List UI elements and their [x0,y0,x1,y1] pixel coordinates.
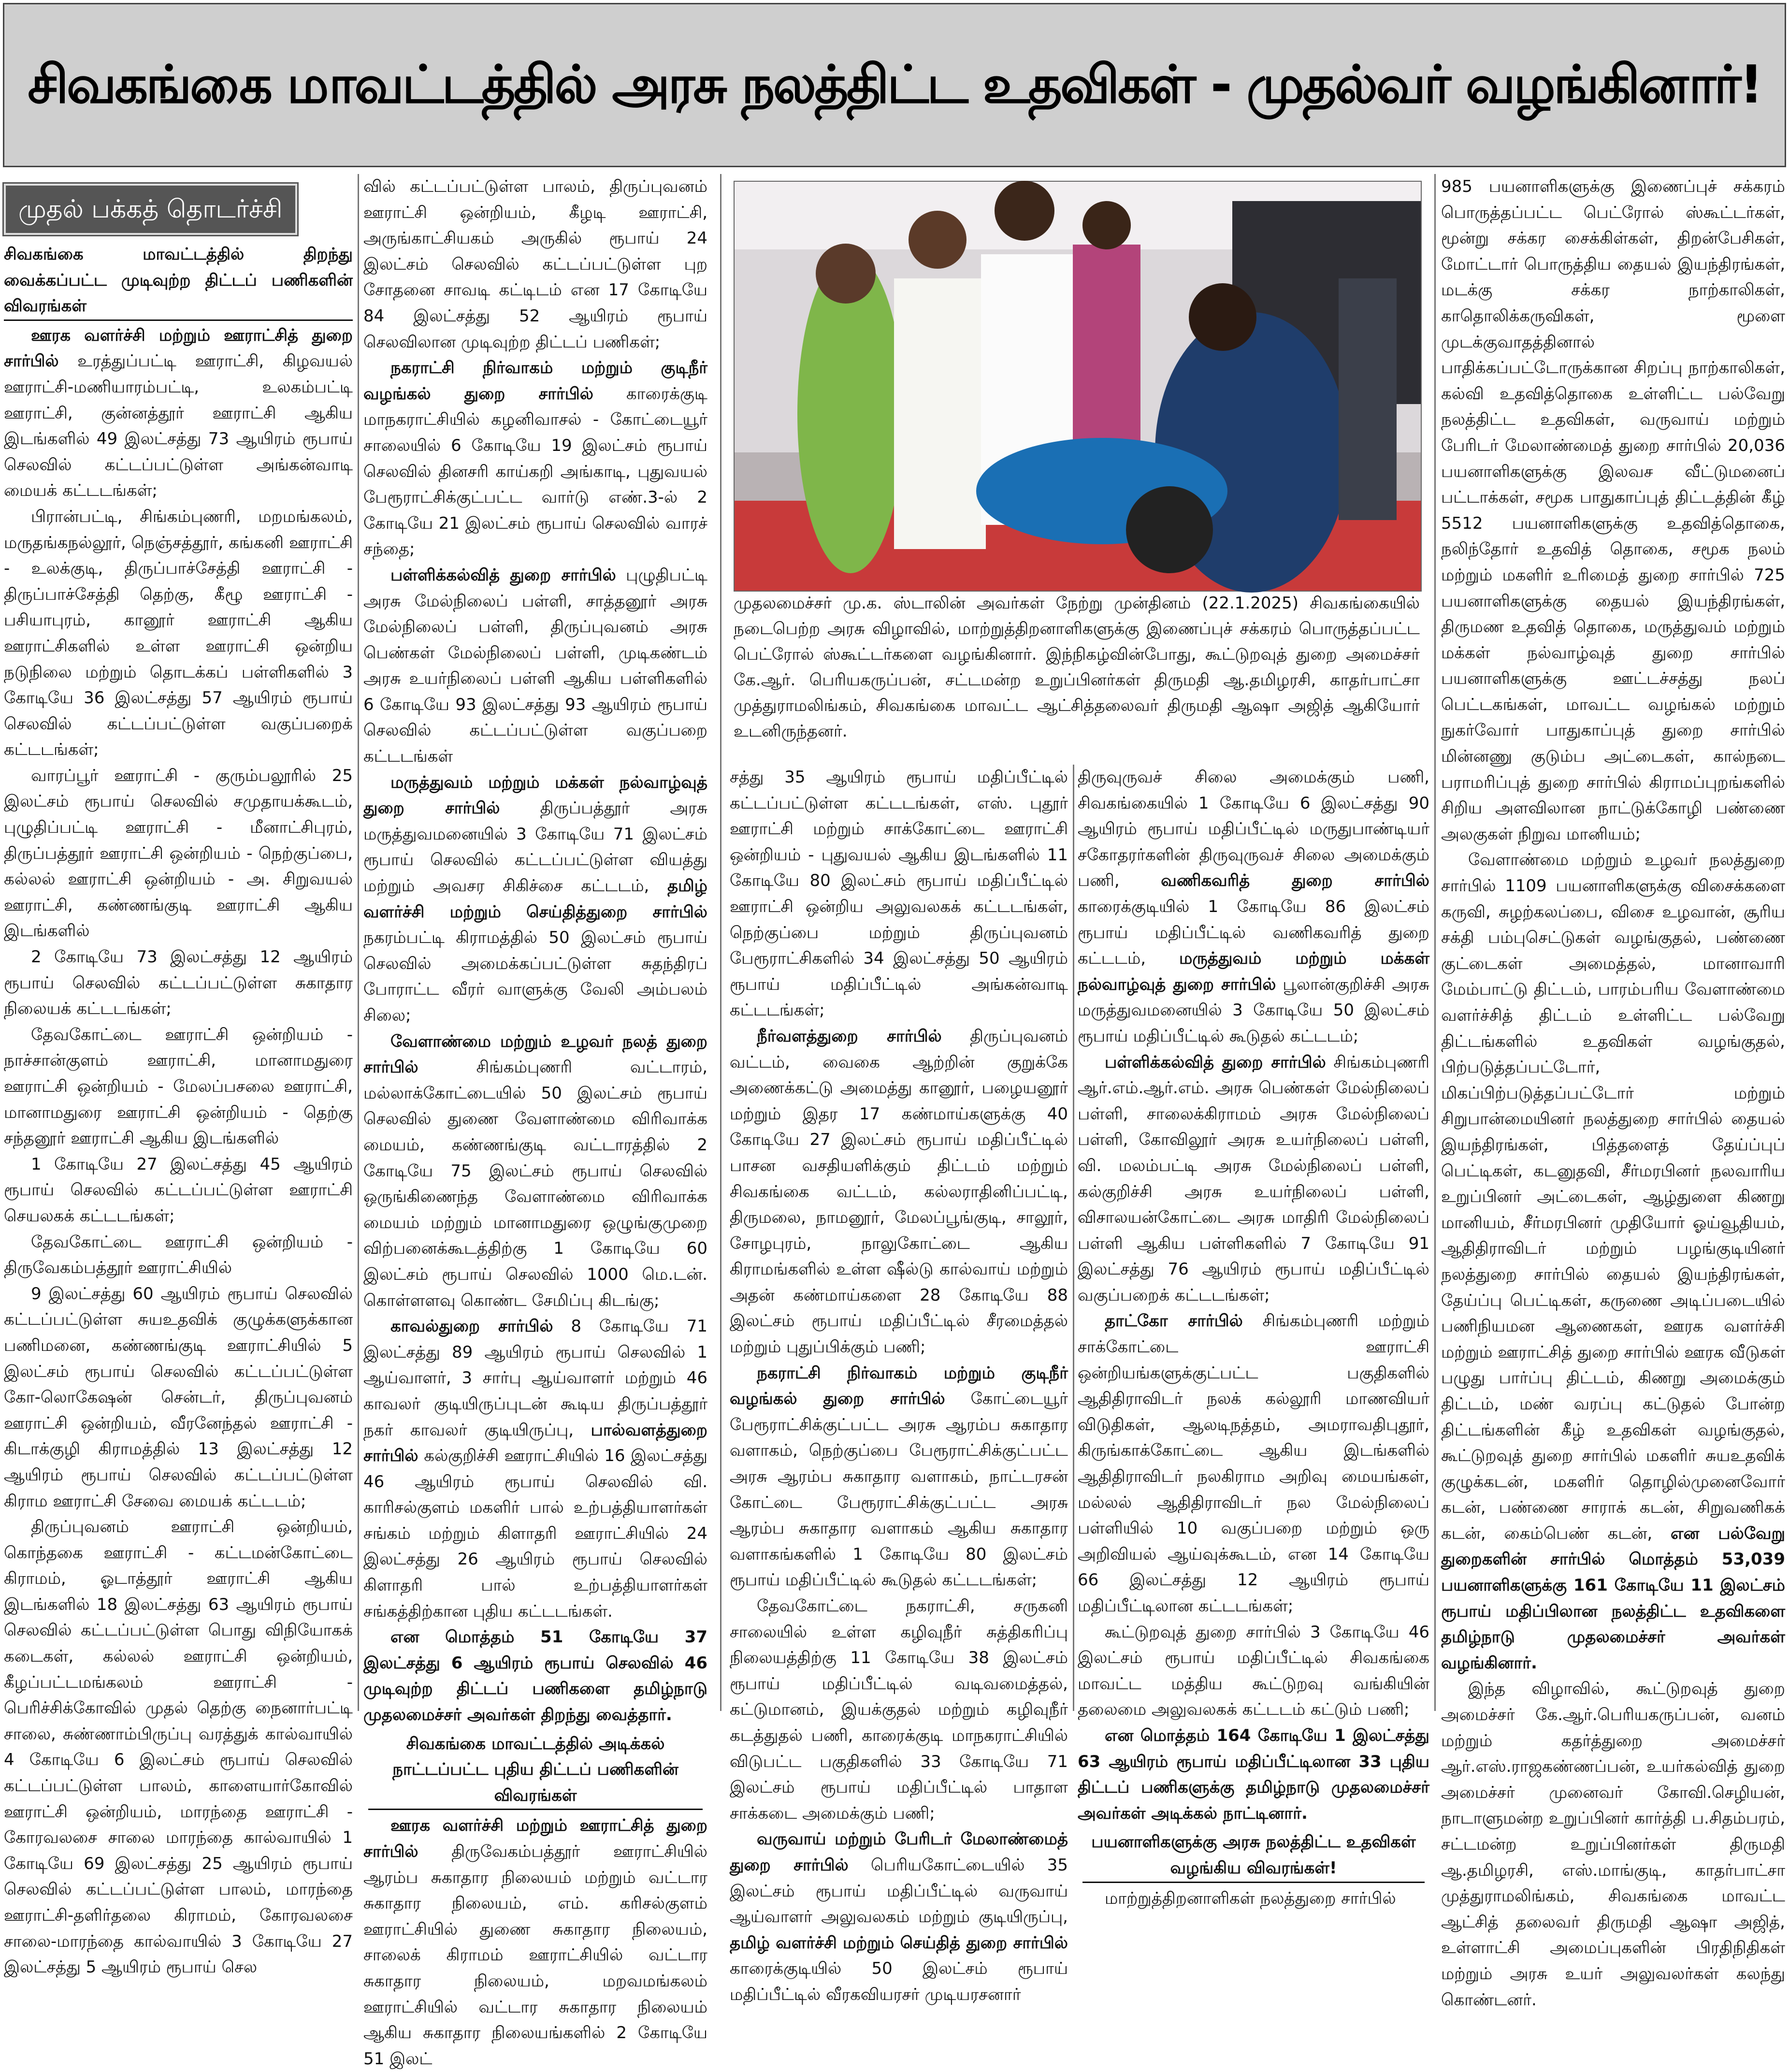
paragraph: பள்ளிக்கல்வித் துறை சார்பில் புழுதிபட்டி அரசு மேல்நிலைப் பள்ளி, சாத்தனூர் அரசு மேல்நிலைப் பள்ளி, திருப்புவனம் அரசு பெண்கள் மேல்நிலைப் பள்ளி, முடிகண்டம் அரசு உயர்நிலைப் பள்ளி ஆகிய பள்ளிகளில் 6 கோடியே 93 இலட்சத்து 93 ஆயிரம் ரூபாய் செலவில் கட்டப்பட்டுள்ள வகுப்பறை கட்டடங்கள் [363,565,707,767]
paragraph: பள்ளிக்கல்வித் துறை சார்பில் சிங்கம்புணரி ஆர்.எம்.ஆர்.எம். அரசு பெண்கள் மேல்நிலைப் பள்ளி, சாலைக்கிராமம் அரசு மேல்நிலைப் பள்ளி, கோவிலூர் அரசு உயர்நிலைப் பள்ளி, வி. மலம்பட்டி அரசு மேல்நிலைப் பள்ளி, கல்குறிச்சி அரசு உயர்நிலைப் பள்ளி, விசாலயன்கோட்டை அரசு மாதிரி மேல்நிலைப் பள்ளி ஆகிய பள்ளிகளில் 7 கோடியே 91 இலட்சத்து 76 ஆயிரம் ரூபாய் மதிப்பீட்டில் வகுப்பறைக் கட்டடங்கள்; [1078,1052,1429,1305]
paragraph: தேவகோட்டை ஊராட்சி ஒன்றியம் - நாச்சான்குளம் ஊராட்சி, மானாமதுரை ஊராட்சி ஒன்றியம் - மேலப்பசலை ஊராட்சி, மானாமதுரை ஊராட்சி ஒன்றியம் - தெற்கு சந்தனூர் ஊராட்சி ஆகிய இடங்களில் [4,1025,353,1148]
article-column-5 [1441,174,1785,2010]
photo-caption: முதலமைச்சர் மு.க. ஸ்டாலின் அவர்கள் நேற்று முன்தினம் (22.1.2025) சிவகங்கையில் நடைபெற்ற அரசு விழாவில், மாற்றுத்திறனாளிகளுக்கு இணைப்புச் சக்கரம் பொருத்தப்பட்ட பெட்ரோல் ஸ்கூட்டர்களை வழங்கினார். இந்நிகழ்வின்போது, கூட்டுறவுத் துறை அமைச்சர் கே.ஆர். பெரியகருப்பன், சட்டமன்ற உறுப்பினர்கள் திருமதி ஆ.தமிழரசி, காதர்பாட்சா முத்துராமலிங்கம், சிவகங்கை மாவட்ட ஆட்சித்தலைவர் திருமதி ஆஷா அஜித் ஆகியோர் உடனிருந்தனர். [734,594,1420,741]
column-rule [358,174,359,1711]
paragraph: தாட்கோ சார்பில் சிங்கம்புணரி மற்றும் சாக்கோட்டை ஊராட்சி ஒன்றியங்களுக்குட்பட்ட பகுதிகளில் ஆதிதிராவிடர் நலக் கல்லூரி மாணவியர் விடுதிகள், ஆலடிநத்தம், அமராவதிபுதூர், கிருங்காக்கோட்டை ஆகிய இடங்களில் ஆதிதிராவிடர் நலகிராம அறிவு மையங்கள், மல்லல் ஆதிதிராவிடர் நல மேல்நிலைப் பள்ளியில் 10 வகுப்பறை மற்றும் ஒரு அறிவியல் ஆய்வுக்கூடம், என 14 கோடியே 66 இலட்சத்து 12 ஆயிரம் ரூபாய் மதிப்பீட்டிலான கட்டடங்கள்; [1078,1311,1430,1616]
article-column-4 [1078,765,1430,1908]
paragraph: 9 இலட்சத்து 60 ஆயிரம் ரூபாய் செலவில் கட்டப்பட்டுள்ள சுயஉதவிக் குழுக்களுக்கான பணிமனை, கண்ணங்குடி ஊராட்சியில் 5 இலட்சம் ரூபாய் செலவில் கட்டப்பட்டுள்ள கோ-லொகேஷன் சென்டர், திருப்புவனம் ஊராட்சி ஒன்றியம், வீரனேந்தல் ஊராட்சி - கிடாக்குழி கிராமத்தில் 13 இலட்சத்து 12 ஆயிரம் ரூபாய் செலவில் கட்டப்பட்டுள்ள கிராம ஊராட்சி சேவை மையக் கட்டடம்; [4,1284,353,1511]
headline-banner [3,3,1786,167]
paragraph: திருவுருவச் சிலை அமைக்கும் பணி, சிவகங்கையில் 1 கோடியே 6 இலட்சத்து 90 ஆயிரம் ரூபாய் மதிப்பீட்டில் மருதுபாண்டியர் சகோதரர்களின் திருவுருவச் சிலை அமைக்கும் பணி, வணிகவரித் துறை சார்பில் காரைக்குடியில் 1 கோடியே 86 இலட்சம் ரூபாய் மதிப்பீட்டில் வணிகவரித் துறை கட்டடம், மருத்துவம் மற்றும் மக்கள் நல்வாழ்வுத் துறை சார்பில் பூலான்குறிச்சி அரசு மருத்துவமனையில் 3 கோடியே 50 இலட்சம் ரூபாய் மதிப்பீட்டில் கூடுதல் கட்டடம்; [1078,768,1430,1046]
paragraph: இந்த விழாவில், கூட்டுறவுத் துறை அமைச்சர் கே.ஆர்.பெரியகருப்பன், வனம் மற்றும் கதர்த்துறை அமைச்சர் ஆர்.எஸ்.ராஜகண்ணப்பன், உயர்கல்வித் துறை அமைச்சர் முனைவர் கோவி.செழியன், நாடாளுமன்ற உறுப்பினர் கார்த்தி ப.சிதம்பரம், சட்டமன்ற உறுப்பினர்கள் திருமதி ஆ.தமிழரசி, எஸ்.மாங்குடி, காதர்பாட்சா முத்துராமலிங்கம், சிவகங்கை மாவட்ட ஆட்சித் தலைவர் திருமதி ஆஷா அஜித், உள்ளாட்சி அமைப்புகளின் பிரதிநிதிகள் மற்றும் அரசு உயர் அலுவலர்கள் கலந்து கொண்டனர். [1441,1679,1785,2010]
paragraph: 985 பயனாளிகளுக்கு இணைப்புச் சக்கரம் பொருத்தப்பட்ட பெட்ரோல் ஸ்கூட்டர்கள், மூன்று சக்கர சைக்கிள்கள், திறன்பேசிகள், மோட்டார் பொருத்திய தையல் இயந்திரங்கள், மடக்கு சக்கர நாற்காலிகள், காதொலிக்கருவிகள், மூளை முடக்குவாதத்தினால் பாதிக்கப்பட்டோருக்கான சிறப்பு நாற்காலிகள், கல்வி உதவித்தொகை உள்ளிட்ட பல்வேறு நலத்திட்ட உதவிகள், வருவாய் மற்றும் பேரிடர் மேலாண்மைத் துறை சார்பில் 20,036 பயனாளிகளுக்கு இலவச வீட்டுமனைப் பட்டாக்கள், சமூக பாதுகாப்புத் திட்டத்தின் கீழ் 5512 பயனாளிகளுக்கு உதவித்தொகை, நலிந்தோர் உதவித் தொகை, சமூக நலம் மற்றும் மகளிர் உரிமைத் துறை சார்பில் 725 பயனாளிகளுக்கு தையல் இயந்திரங்கள், திருமண உதவித் தொகை, மருத்துவம் மற்றும் மக்கள் நல்வாழ்வுத் துறை சார்பில் பயனாளிகளுக்கு ஊட்டச்சத்து நலப் பெட்டகங்கள், மாவட்ட வழங்கல் மற்றும் நுகர்வோர் பாதுகாப்புத் துறை சார்பில் மின்னணு குடும்ப அட்டைகள், கால்நடை பராமரிப்புத் துறை சார்பில் கிராமப்புறங்களில் சிறிய அளவிலான நாட்டுக்கோழி பண்ணை அலகுகள் நிறுவ மானியம்; [1441,177,1785,844]
continuation-badge: முதல் பக்கத் தொடர்ச்சி [4,184,297,235]
paragraph: தேவகோட்டை ஊராட்சி ஒன்றியம் - திருவேகம்பத்தூர் ஊராட்சியில் [4,1232,353,1278]
paragraph: ஊரக வளர்ச்சி மற்றும் ஊராட்சித் துறை சார்பில் உரத்துப்பட்டி ஊராட்சி, கிழவயல் ஊராட்சி-மணியாரம்பட்டி, உலகம்பட்டி ஊராட்சி, குன்னத்தூர் ஊராட்சி ஆகிய இடங்களில் 49 இலட்சத்து 73 ஆயிரம் ரூபாய் செலவில் கட்டப்பட்டுள்ள அங்கன்வாடி மையக் கட்டடங்கள்; [4,325,353,501]
paragraph: மருத்துவம் மற்றும் மக்கள் நல்வாழ்வுத் துறை சார்பில் திருப்பத்தூர் அரசு மருத்துவமனையில் 3 கோடியே 71 இலட்சம் ரூபாய் செலவில் கட்டப்பட்டுள்ள வியத்து மற்றும் அவசர சிகிச்சை கட்டடம், தமிழ் வளர்ச்சி மற்றும் செய்தித்துறை சார்பில் நகரம்பட்டி கிராமத்தில் 50 இலட்சம் ரூபாய் செலவில் அமைக்கப்பட்டுள்ள சுதந்திரப் போராட்ட வீரர் வாளுக்கு வேலி அம்பலம் சிலை; [363,772,707,1025]
paragraph: கூட்டுறவுத் துறை சார்பில் 3 கோடியே 46 இலட்சம் ரூபாய் மதிப்பீட்டில் சிவகங்கை மாவட்ட மத்திய கூட்டுறவு வங்கியின் தலைமை அலுவலகக் கட்டடம் கட்டும் பணி; [1078,1622,1429,1720]
paragraph: என மொத்தம் 51 கோடியே 37 இலட்சத்து 6 ஆயிரம் ரூபாய் செலவில் 46 முடிவுற்ற திட்டப் பணிகளை தமிழ்நாடு முதலமைச்சர் அவர்கள் திறந்து வைத்தார். [363,1627,707,1725]
paragraph: திருப்புவனம் ஊராட்சி ஒன்றியம், கொந்தகை ஊராட்சி - கட்டமன்கோட்டை கிராமம், ஓடாத்தூர் ஊராட்சி ஆகிய இடங்களில் 18 இலட்சத்து 63 ஆயிரம் ரூபாய் செலவில் கட்டப்பட்டுள்ள பொது விநியோகக் கடைகள், கல்லல் ஊராட்சி ஒன்றியம், கீழப்பட்டமங்கலம் ஊராட்சி - பெரிச்சிக்கோவில் முதல் தெற்கு நைனார்பட்டி சாலை, சுண்ணாம்பிருப்பு வரத்துக் கால்வாயில் 4 கோடியே 6 இலட்சம் ரூபாய் செலவில் கட்டப்பட்டுள்ள பாலம், காளையார்கோவில் ஊராட்சி ஒன்றியம், மாரந்தை ஊராட்சி - கோரவலசை சாலை மாரந்தை கால்வாயில் 1 கோடியே 69 இலட்சத்து 25 ஆயிரம் ரூபாய் செலவில் கட்டப்பட்டுள்ள பாலம், மாரந்தை ஊராட்சி-தளிர்தலை கிராமம், கோரவலசை சாலை-மாரந்தை கால்வாயில் 3 கோடியே 27 இலட்சத்து 5 ஆயிரம் ரூபாய் செல [4,1517,353,1977]
paragraph: ஊரக வளர்ச்சி மற்றும் ஊராட்சித் துறை சார்பில் திருவேகம்பத்தூர் ஊராட்சியில் ஆரம்ப சுகாதார நிலையம் மற்றும் வட்டார சுகாதார நிலையம், எம். கரிசல்குளம் ஊராட்சியில் துணை சுகாதார நிலையம், சாலைக் கிராமம் ஊராட்சியில் வட்டார சுகாதார நிலையம், மறவமங்கலம் ஊராட்சியில் வட்டார சுகாதார நிலையம் ஆகிய சுகாதார நிலையங்களில் 2 கோடியே 51 இலட் [363,1816,707,2069]
paragraph: சத்து 35 ஆயிரம் ரூபாய் மதிப்பீட்டில் கட்டப்பட்டுள்ள கட்டடங்கள், எஸ். புதூர் ஊராட்சி மற்றும் சாக்கோட்டை ஊராட்சி ஒன்றியம் - புதுவயல் ஆகிய இடங்களில் 11 கோடியே 80 இலட்சம் ரூபாய் மதிப்பீட்டில் ஊராட்சி ஒன்றிய அலுவலகக் கட்டடங்கள், நெற்குப்பை மற்றும் திருப்புவனம் பேரூராட்சிகளில் 34 இலட்சத்து 50 ஆயிரம் ரூபாய் மதிப்பீட்டில் அங்கன்வாடி கட்டடங்கள்; [730,768,1068,1020]
article-column-1 [4,174,353,1977]
section-subhead: சிவகங்கை மாவட்டத்தில் அடிக்கல் நாட்டப்பட்ட புதிய திட்டப் பணிகளின் விவரங்கள் [368,1731,703,1811]
paragraph: 2 கோடியே 73 இலட்சத்து 12 ஆயிரம் ரூபாய் செலவில் கட்டப்பட்டுள்ள சுகாதார நிலையக் கட்டடங்கள்; [4,947,353,1019]
paragraph: வேளாண்மை மற்றும் உழவர் நலத்துறை சார்பில் 1109 பயனாளிகளுக்கு விசைக்களை கருவி, சுழற்கலப்பை, விசை உழவான், சூரிய சக்தி பம்புசெட்டுகள் வழங்குதல், பண்ணை குட்டைகள் அமைத்தல், மானாவாரி மேம்பாட்டு திட்டம், பாரம்பரிய வேளாண்மை வளர்ச்சித் திட்டம் உள்ளிட்ட பல்வேறு திட்டங்களில் உதவிகள் வழங்குதல், பிற்படுத்தப்பட்டோர், மிகப்பிற்படுத்தப்பட்டோர் மற்றும் சிறுபான்மையினர் நலத்துறை சார்பில் தையல் இயந்திரங்கள், பித்தளைத் தேய்ப்புப் பெட்டிகள், கடனுதவி, சீர்மரபினர் நலவாரிய உறுப்பினர் அட்டைகள், ஆழ்துளை கிணறு மானியம், சீர்மரபினர் முதியோர் ஓய்வூதியம், ஆதிதிராவிடர் மற்றும் பழங்குடியினர் நலத்துறை சார்பில் தையல் இயந்திரங்கள், தேய்ப்பு பெட்டிகள், கருணை அடிப்படையில் பணிநியமன ஆணைகள், ஊரக வளர்ச்சி மற்றும் ஊராட்சித் துறை சார்பில் ஊரக வீடுகள் பழுது பார்ப்பு திட்டம், கிணறு அமைக்கும் திட்டம், மண் வரப்பு கட்டுதல் போன்ற திட்டங்களின் கீழ் உதவிகள் வழங்குதல், கூட்டுறவுத் துறை சார்பில் மகளிர் சுயஉதவிக் குழுக்கடன், மகளிர் தொழில்முனைவோர் கடன், பண்ணை சாராக் கடன், சிறுவணிகக் கடன், கைம்பெண் கடன், என பல்வேறு துறைகளின் சார்பில் மொத்தம் 53,039 பயனாளிகளுக்கு 161 கோடியே 11 இலட்சம் ரூபாய் மதிப்பிலான நலத்திட்ட உதவிகளை தமிழ்நாடு முதலமைச்சர் அவர்கள் வழங்கினார். [1441,850,1785,1673]
paragraph: என மொத்தம் 164 கோடியே 1 இலட்சத்து 63 ஆயிரம் ரூபாய் மதிப்பீட்டிலான 33 புதிய திட்டப் பணிகளுக்கு தமிழ்நாடு முதலமைச்சர் அவர்கள் அடிக்கல் நாட்டினார். [1078,1725,1429,1823]
paragraph: தேவகோட்டை நகராட்சி, சருகனி சாலையில் உள்ள கழிவுநீர் சுத்திகரிப்பு நிலையத்திற்கு 11 கோடியே 38 இலட்சம் ரூபாய் மதிப்பீட்டில் வடிவமைத்தல், கட்டுமானம், இயக்குதல் மற்றும் கழிவுநீர் கடத்துதல் பணி, காரைக்குடி மாநகராட்சியில் விடுபட்ட பகுதிகளில் 33 கோடியே 71 இலட்சம் ரூபாய் மதிப்பீட்டில் பாதாள சாக்கடை அமைக்கும் பணி; [730,1596,1068,1823]
column-rule [1434,174,1436,1711]
paragraph: நகராட்சி நிர்வாகம் மற்றும் குடிநீர் வழங்கல் துறை சார்பில் கோட்டையூர் பேரூராட்சிக்குட்பட்ட அரசு ஆரம்ப சுகாதார வளாகம், நெற்குப்பை பேரூராட்சிக்குட்பட்ட அரசு ஆரம்ப சுகாதார வளாகம், நாட்டரசன் கோட்டை பேரூராட்சிக்குட்பட்ட அரசு ஆரம்ப சுகாதார வளாகம் ஆகிய சுகாதார வளாகங்களில் 1 கோடியே 80 இலட்சம் ரூபாய் மதிப்பீட்டில் கூடுதல் கட்டடங்கள்; [730,1363,1068,1590]
section-subhead: பயனாளிகளுக்கு அரசு நலத்திட்ட உதவிகள் வழங்கிய விவரங்கள்! [1082,1829,1425,1883]
paragraph: வாரப்பூர் ஊராட்சி - குரும்பலூரில் 25 இலட்சம் ரூபாய் செலவில் சமுதாயக்கூடம், புழுதிப்பட்டி ஊராட்சி - மீனாட்சிபுரம், திருப்பத்தூர் ஊராட்சி ஒன்றியம் - நெற்குப்பை, கல்லல் ஊராட்சி ஒன்றியம் - அ. சிறுவயல் ஊராட்சி, கண்ணங்குடி ஊராட்சி ஆகிய இடங்களில் [4,766,353,941]
article-column-3 [730,765,1068,2004]
paragraph: நகராட்சி நிர்வாகம் மற்றும் குடிநீர் வழங்கல் துறை சார்பில் காரைக்குடி மாநகராட்சியில் கழனிவாசல் - கோட்டையூர் சாலையில் 6 கோடியே 19 இலட்சம் ரூபாய் செலவில் தினசரி காய்கறி அங்காடி, புதுவயல் பேரூராட்சிக்குட்பட்ட வார்டு எண்.3-ல் 2 கோடியே 21 இலட்சம் ரூபாய் செலவில் வாரச் சந்தை; [363,358,707,559]
paragraph: வருவாய் மற்றும் பேரிடர் மேலாண்மைத் துறை சார்பில் பெரியகோட்டையில் 35 இலட்சம் ரூபாய் மதிப்பீட்டில் வருவாய் ஆய்வாளர் அலுவலகம் மற்றும் குடியிருப்பு, தமிழ் வளர்ச்சி மற்றும் செய்தித் துறை சார்பில் காரைக்குடியில் 50 இலட்சம் ரூபாய் மதிப்பீட்டில் வீரகவியரசர் முடியரசனார் [730,1829,1068,2004]
paragraph: வேளாண்மை மற்றும் உழவர் நலத் துறை சார்பில் சிங்கம்புணரி வட்டாரம், மல்லாக்கோட்டையில் 50 இலட்சம் ரூபாய் செலவில் துணை வேளாண்மை விரிவாக்க மையம், கண்ணங்குடி வட்டாரத்தில் 2 கோடியே 75 இலட்சம் ரூபாய் செலவில் ஒருங்கிணைந்த வேளாண்மை விரிவாக்க மையம் மற்றும் மானாமதுரை ஒழுங்குமுறை விற்பனைக்கூடத்திற்கு 1 கோடியே 60 இலட்சம் ரூபாய் செலவில் 1000 மெ.டன். கொள்ளளவு கொண்ட சேமிப்பு கிடங்கு; [363,1031,707,1310]
column-rule [720,174,721,1711]
paragraph: வில் கட்டப்பட்டுள்ள பாலம், திருப்புவனம் ஊராட்சி ஒன்றியம், கீழடி ஊராட்சி, அருங்காட்சியகம் அருகில் ரூபாய் 24 இலட்சம் செலவில் கட்டப்பட்டுள்ள புற சோதனை சாவடி கட்டிடம் என 17 கோடியே 84 இலட்சத்து 52 ஆயிரம் ரூபாய் செலவிலான முடிவுற்ற திட்டப் பணிகள்; [363,177,707,352]
event-photo-illustration [735,182,1421,591]
event-photo [734,181,1422,592]
paragraph: நீர்வளத்துறை சார்பில் திருப்புவனம் வட்டம், வைகை ஆற்றின் குறுக்கே அணைக்கட்டு அமைத்து கானூர், பழையனூர் மற்றும் இதர 17 கண்மாய்களுக்கு 40 கோடியே 27 இலட்சம் ரூபாய் மதிப்பீட்டில் பாசன வசதியளிக்கும் திட்டம் மற்றும் சிவகங்கை வட்டம், கல்லராதினிப்பட்டி, திருமலை, நாமனூர், மேலப்பூங்குடி, சாலூர், சோழபுரம், நாலுகோட்டை ஆகிய கிராமங்களில் உள்ள ஷீல்டு கால்வாய் மற்றும் அதன் கண்மாய்களை 28 கோடியே 88 இலட்சம் ரூபாய் மதிப்பீட்டில் சீரமைத்தல் மற்றும் புதுப்பிக்கும் பணி; [730,1026,1068,1357]
headline: சிவகங்கை மாவட்டத்தில் அரசு நலத்திட்ட உதவிகள் - முதல்வர் வழங்கினார்! [28,55,1761,115]
paragraph: பிரான்பட்டி, சிங்கம்புணரி, மறமங்கலம், மருதங்கநல்லூர், நெஞ்சத்தூர், கங்கனி ஊராட்சி - உலக்குடி, திருப்பாச்சேத்தி ஊராட்சி - திருப்பாச்சேத்தி தெற்கு, கீழூ ஊராட்சி - பசியாபுரம், கானூர் ஊராட்சி ஆகிய ஊராட்சிகளில் உள்ள ஊராட்சி ஒன்றிய நடுநிலை மற்றும் தொடக்கப் பள்ளிகளில் 3 கோடியே 36 இலட்சத்து 57 ஆயிரம் ரூபாய் செலவில் கட்டப்பட்டுள்ள வகுப்பறைக் கட்டடங்கள்; [4,507,353,760]
column-rule [1073,765,1074,1711]
paragraph: 1 கோடியே 27 இலட்சத்து 45 ஆயிரம் ரூபாய் செலவில் கட்டப்பட்டுள்ள ஊராட்சி செயலகக் கட்டடங்கள்; [4,1154,353,1226]
paragraph: காவல்துறை சார்பில் 8 கோடியே 71 இலட்சத்து 89 ஆயிரம் ரூபாய் செலவில் 1 ஆய்வாளர், 3 சார்பு ஆய்வாளர் மற்றும் 46 காவலர் குடியிருப்புடன் கூடிய திருப்பத்தூர் நகர் காவலர் குடியிருப்பு, பால்வளத்துறை சார்பில் கல்குறிச்சி ஊராட்சியில் 16 இலட்சத்து 46 ஆயிரம் ரூபாய் செலவில் வி. காரிசல்குளம் மகளிர் பால் உற்பத்தியாளர்கள் சங்கம் மற்றும் கிளாதரி ஊராட்சியில் 24 இலட்சத்து 26 ஆயிரம் ரூபாய் செலவில் கிளாதரி பால் உற்பத்தியாளர்கள் சங்கத்திற்கான புதிய கட்டடங்கள். [363,1317,707,1621]
paragraph: மாற்றுத்திறனாளிகள் நலத்துறை சார்பில் [1105,1888,1396,1908]
section-subhead: சிவகங்கை மாவட்டத்தில் திறந்து வைக்கப்பட்ட முடிவுற்ற திட்டப் பணிகளின் விவரங்கள் [4,242,353,321]
article-column-2 [363,174,707,2069]
